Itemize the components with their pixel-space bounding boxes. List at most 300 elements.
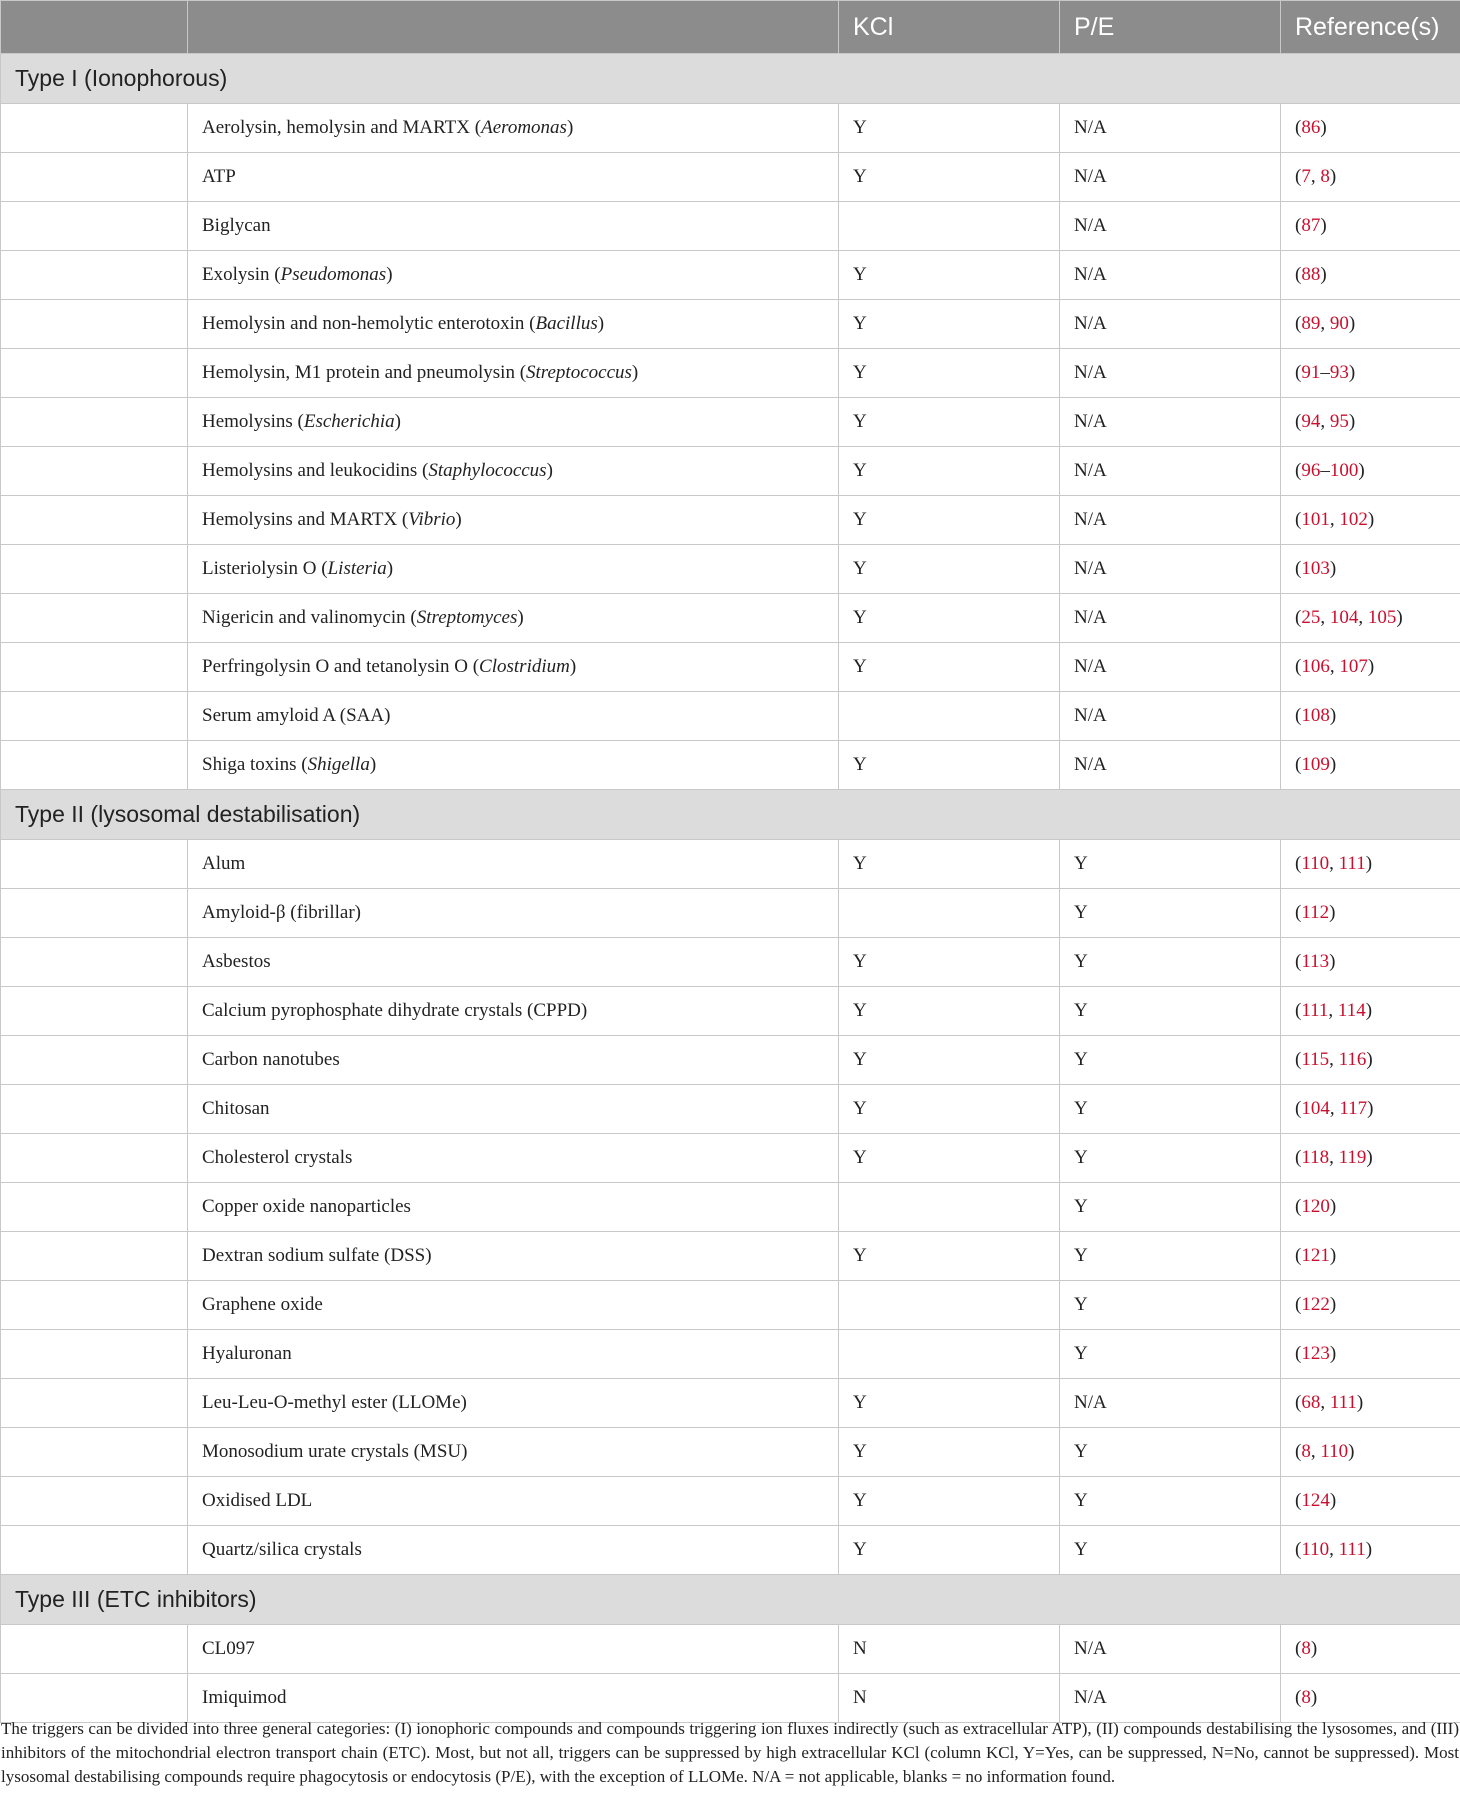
pe-cell: Y <box>1060 1183 1281 1232</box>
trigger-cell <box>188 1183 839 1232</box>
reference-link[interactable]: 122 <box>1301 1294 1330 1315</box>
pe-cell: Y <box>1060 1036 1281 1085</box>
indent-cell <box>1 202 188 251</box>
trigger-cell <box>188 1428 839 1477</box>
table-row <box>1 1477 1460 1526</box>
ref-separator: , <box>1310 166 1321 187</box>
trigger-text: ) <box>386 264 393 285</box>
table-row <box>1 692 1460 741</box>
header-blank-1 <box>1 1 188 54</box>
kcl-cell: Y <box>839 496 1060 545</box>
table-row <box>1 1232 1460 1281</box>
ref-open-paren: ( <box>1295 215 1302 236</box>
ref-separator: – <box>1320 362 1330 383</box>
table-body <box>1 54 1460 1723</box>
indent-cell <box>1 1526 188 1575</box>
references-cell <box>1281 889 1460 938</box>
ref-open-paren: ( <box>1295 1638 1302 1659</box>
ref-open-paren: ( <box>1295 1539 1302 1560</box>
ref-close-paren: ) <box>1367 509 1375 530</box>
ref-close-paren: ) <box>1329 558 1337 579</box>
table-row <box>1 643 1460 692</box>
trigger-text: ) <box>455 509 462 530</box>
trigger-text: Hemolysins and leukocidins ( <box>202 460 429 481</box>
reference-link[interactable]: 25 <box>1301 607 1321 628</box>
trigger-text: ATP <box>202 166 236 187</box>
reference-link[interactable]: 116 <box>1338 1049 1367 1070</box>
references-cell <box>1281 1625 1460 1674</box>
reference-link[interactable]: 111 <box>1338 1539 1366 1560</box>
table-row <box>1 1134 1460 1183</box>
ref-close-paren: ) <box>1329 705 1337 726</box>
indent-cell <box>1 938 188 987</box>
trigger-cell <box>188 741 839 790</box>
ref-close-paren: ) <box>1366 1049 1373 1070</box>
trigger-text: ) <box>597 313 605 334</box>
ref-open-paren: ( <box>1295 509 1302 530</box>
reference-link[interactable]: 105 <box>1367 607 1397 628</box>
table-row <box>1 202 1460 251</box>
ref-separator: , <box>1320 607 1330 628</box>
ref-close-paren: ) <box>1329 1245 1337 1266</box>
references-cell <box>1281 1085 1460 1134</box>
reference-link[interactable]: 119 <box>1338 1147 1367 1168</box>
ref-close-paren: ) <box>1329 166 1337 187</box>
trigger-text: ) <box>569 656 577 677</box>
ref-separator: – <box>1320 460 1330 481</box>
trigger-cell <box>188 987 839 1036</box>
reference-link[interactable]: 101 <box>1301 509 1330 530</box>
trigger-cell <box>188 1477 839 1526</box>
kcl-cell: Y <box>839 938 1060 987</box>
pe-cell: N/A <box>1060 1625 1281 1674</box>
pe-cell: Y <box>1060 840 1281 889</box>
table-row <box>1 447 1460 496</box>
references-cell <box>1281 447 1460 496</box>
indent-cell <box>1 741 188 790</box>
trigger-text: ) <box>631 362 639 383</box>
references-cell <box>1281 251 1460 300</box>
pe-cell: Y <box>1060 1330 1281 1379</box>
trigger-text: Shiga toxins ( <box>202 754 308 775</box>
reference-link[interactable]: 93 <box>1329 362 1349 383</box>
references-cell <box>1281 496 1460 545</box>
reference-link[interactable]: 94 <box>1301 411 1321 432</box>
pe-cell: N/A <box>1060 398 1281 447</box>
header-blank-2 <box>188 1 839 54</box>
ref-close-paren: ) <box>1365 853 1373 874</box>
kcl-cell <box>839 692 1060 741</box>
kcl-cell: Y <box>839 349 1060 398</box>
kcl-cell: Y <box>839 251 1060 300</box>
kcl-cell <box>839 1330 1060 1379</box>
trigger-cell <box>188 840 839 889</box>
kcl-cell: Y <box>839 300 1060 349</box>
organism-name: Clostridium <box>479 656 570 677</box>
trigger-text: Perfringolysin O and tetanolysin O ( <box>202 656 480 677</box>
trigger-text: ) <box>566 117 574 138</box>
reference-link[interactable]: 117 <box>1339 1098 1368 1119</box>
kcl-cell: Y <box>839 1428 1060 1477</box>
table-row <box>1 1428 1460 1477</box>
pe-cell: Y <box>1060 987 1281 1036</box>
ref-close-paren: ) <box>1358 460 1365 481</box>
reference-link[interactable]: 115 <box>1301 1049 1330 1070</box>
pe-cell: Y <box>1060 1428 1281 1477</box>
reference-link[interactable]: 109 <box>1301 754 1330 775</box>
header-pe: P/E <box>1060 1 1281 54</box>
trigger-cell <box>188 1379 839 1428</box>
table-row <box>1 840 1460 889</box>
organism-name: Listeria <box>327 558 387 579</box>
table-row <box>1 104 1460 153</box>
indent-cell <box>1 1428 188 1477</box>
reference-link[interactable]: 111 <box>1301 1000 1329 1021</box>
trigger-text: Imiquimod <box>202 1687 287 1708</box>
pe-cell: Y <box>1060 1134 1281 1183</box>
ref-open-paren: ( <box>1295 313 1302 334</box>
ref-close-paren: ) <box>1329 1294 1337 1315</box>
references-cell <box>1281 938 1460 987</box>
pe-cell: Y <box>1060 938 1281 987</box>
references-cell <box>1281 104 1460 153</box>
organism-name: Vibrio <box>408 509 456 530</box>
indent-cell <box>1 251 188 300</box>
reference-link[interactable]: 106 <box>1301 656 1330 677</box>
trigger-text: ) <box>394 411 401 432</box>
table-row <box>1 938 1460 987</box>
indent-cell <box>1 987 188 1036</box>
kcl-cell: Y <box>839 545 1060 594</box>
ref-open-paren: ( <box>1295 166 1302 187</box>
pe-cell: Y <box>1060 1477 1281 1526</box>
trigger-text: Biglycan <box>202 215 271 236</box>
ref-open-paren: ( <box>1295 411 1302 432</box>
ref-close-paren: ) <box>1367 1098 1374 1119</box>
references-cell <box>1281 398 1460 447</box>
ref-open-paren: ( <box>1295 951 1302 972</box>
pe-cell: N/A <box>1060 104 1281 153</box>
references-cell <box>1281 153 1460 202</box>
kcl-cell: Y <box>839 104 1060 153</box>
reference-link[interactable]: 103 <box>1301 558 1330 579</box>
trigger-text: Hemolysin, M1 protein and pneumolysin ( <box>202 362 527 383</box>
indent-cell <box>1 349 188 398</box>
trigger-cell <box>188 447 839 496</box>
ref-open-paren: ( <box>1295 754 1302 775</box>
indent-cell <box>1 1625 188 1674</box>
trigger-text: Quartz/silica crystals <box>202 1539 362 1560</box>
table-row <box>1 1183 1460 1232</box>
indent-cell <box>1 1134 188 1183</box>
organism-name: Staphylococcus <box>428 460 547 481</box>
indent-cell <box>1 1674 188 1723</box>
organism-name: Streptococcus <box>526 362 632 383</box>
reference-link[interactable]: 102 <box>1339 509 1368 530</box>
reference-link[interactable]: 121 <box>1301 1245 1330 1266</box>
ref-separator: , <box>1329 853 1339 874</box>
ref-open-paren: ( <box>1295 362 1302 383</box>
reference-link[interactable]: 107 <box>1339 656 1368 677</box>
indent-cell <box>1 840 188 889</box>
references-cell <box>1281 1036 1460 1085</box>
reference-link[interactable]: 113 <box>1301 951 1330 972</box>
trigger-cell <box>188 692 839 741</box>
reference-link[interactable]: 120 <box>1301 1196 1330 1217</box>
table-row <box>1 1036 1460 1085</box>
trigger-text: Leu-Leu-O-methyl ester (LLOMe) <box>202 1392 467 1413</box>
header-references: Reference(s) <box>1281 1 1460 54</box>
trigger-cell <box>188 545 839 594</box>
kcl-cell <box>839 1281 1060 1330</box>
reference-link[interactable]: 88 <box>1301 264 1321 285</box>
reference-link[interactable]: 110 <box>1301 853 1330 874</box>
ref-open-paren: ( <box>1295 264 1302 285</box>
table-row <box>1 741 1460 790</box>
reference-link[interactable]: 123 <box>1301 1343 1330 1364</box>
indent-cell <box>1 153 188 202</box>
references-cell <box>1281 840 1460 889</box>
reference-link[interactable]: 104 <box>1329 607 1359 628</box>
indent-cell <box>1 1085 188 1134</box>
trigger-cell <box>188 1281 839 1330</box>
ref-open-paren: ( <box>1295 1049 1302 1070</box>
ref-separator: , <box>1358 607 1368 628</box>
references-cell <box>1281 300 1460 349</box>
pe-cell: N/A <box>1060 692 1281 741</box>
ref-close-paren: ) <box>1366 1147 1373 1168</box>
reference-link[interactable]: 8 <box>1320 166 1330 187</box>
section-row <box>1 54 1460 104</box>
indent-cell <box>1 643 188 692</box>
ref-open-paren: ( <box>1295 607 1302 628</box>
ref-close-paren: ) <box>1329 902 1336 923</box>
table-row <box>1 545 1460 594</box>
trigger-text: Asbestos <box>202 951 271 972</box>
reference-link[interactable]: 89 <box>1301 313 1321 334</box>
trigger-cell <box>188 202 839 251</box>
organism-name: Bacillus <box>535 313 598 334</box>
trigger-text: Alum <box>202 853 246 874</box>
kcl-cell: Y <box>839 398 1060 447</box>
reference-link[interactable]: 124 <box>1301 1490 1330 1511</box>
organism-name: Escherichia <box>303 411 395 432</box>
reference-link[interactable]: 104 <box>1301 1098 1330 1119</box>
reference-link[interactable]: 68 <box>1301 1392 1321 1413</box>
kcl-cell: Y <box>839 1477 1060 1526</box>
reference-link[interactable]: 87 <box>1301 215 1321 236</box>
ref-close-paren: ) <box>1320 117 1327 138</box>
organism-name: Shigella <box>307 754 370 775</box>
kcl-cell: Y <box>839 447 1060 496</box>
references-cell <box>1281 1428 1460 1477</box>
table-caption: The triggers can be divided into three general categories: (I) ionophoric compounds and compounds triggering ion fluxes indirectly (such as extracellular ATP), (II) compounds destabilising the lysosomes, and (III) inhibitors of the mitochondrial electron transport chain (ETC). Most, but not all, triggers can be suppressed by high extracellular KCl (column KCl, Y=Yes, can be suppressed, N=No, cannot be suppressed). Most lysosomal destabilising compounds require phagocytosis or endocytosis (P/E), with the exception of LLOMe. N/A = not applicable, blanks = no information found. <box>1 1719 1459 1786</box>
reference-link[interactable]: 86 <box>1301 117 1321 138</box>
trigger-text: Calcium pyrophosphate dihydrate crystals (CPPD) <box>202 1000 588 1021</box>
ref-open-paren: ( <box>1295 1687 1302 1708</box>
kcl-cell: Y <box>839 741 1060 790</box>
trigger-text: Chitosan <box>202 1098 270 1119</box>
ref-close-paren: ) <box>1320 215 1327 236</box>
table-row <box>1 889 1460 938</box>
references-cell <box>1281 1232 1460 1281</box>
reference-link[interactable]: 8 <box>1301 1638 1311 1659</box>
pe-cell: Y <box>1060 1281 1281 1330</box>
ref-separator: , <box>1320 313 1330 334</box>
indent-cell <box>1 1330 188 1379</box>
trigger-cell <box>188 1085 839 1134</box>
kcl-cell: Y <box>839 643 1060 692</box>
indent-cell <box>1 1477 188 1526</box>
ref-close-paren: ) <box>1356 1392 1364 1413</box>
references-cell <box>1281 643 1460 692</box>
kcl-cell: Y <box>839 840 1060 889</box>
reference-link[interactable]: 100 <box>1329 460 1359 481</box>
pe-cell: N/A <box>1060 545 1281 594</box>
ref-close-paren: ) <box>1329 1343 1337 1364</box>
organism-name: Streptomyces <box>416 607 518 628</box>
section-row <box>1 1575 1460 1625</box>
pe-cell: N/A <box>1060 202 1281 251</box>
ref-open-paren: ( <box>1295 1392 1302 1413</box>
references-cell <box>1281 1526 1460 1575</box>
references-cell <box>1281 1379 1460 1428</box>
references-cell <box>1281 1134 1460 1183</box>
kcl-cell: Y <box>839 153 1060 202</box>
ref-close-paren: ) <box>1310 1638 1318 1659</box>
references-cell <box>1281 741 1460 790</box>
trigger-text: Oxidised LDL <box>202 1490 313 1511</box>
ref-separator: , <box>1320 411 1330 432</box>
trigger-text: Hemolysin and non-hemolytic enterotoxin ( <box>202 313 536 334</box>
trigger-cell <box>188 1134 839 1183</box>
ref-close-paren: ) <box>1348 411 1356 432</box>
ref-separator: , <box>1329 1147 1339 1168</box>
table-row <box>1 153 1460 202</box>
trigger-text: Cholesterol crystals <box>202 1147 353 1168</box>
indent-cell <box>1 594 188 643</box>
trigger-cell <box>188 300 839 349</box>
reference-link[interactable]: 108 <box>1301 705 1330 726</box>
kcl-cell: Y <box>839 1526 1060 1575</box>
pe-cell: N/A <box>1060 741 1281 790</box>
table-header <box>1 1 1460 54</box>
table-row <box>1 496 1460 545</box>
trigger-text: Copper oxide nanoparticles <box>202 1196 411 1217</box>
reference-link[interactable]: 90 <box>1329 313 1349 334</box>
reference-link[interactable]: 96 <box>1301 460 1321 481</box>
indent-cell <box>1 692 188 741</box>
indent-cell <box>1 447 188 496</box>
ref-close-paren: ) <box>1310 1687 1318 1708</box>
table-row <box>1 300 1460 349</box>
kcl-cell: Y <box>839 1036 1060 1085</box>
reference-link[interactable]: 112 <box>1301 902 1330 923</box>
ref-open-paren: ( <box>1295 656 1302 677</box>
reference-link[interactable]: 111 <box>1338 853 1366 874</box>
reference-link[interactable]: 8 <box>1301 1687 1311 1708</box>
header-kcl: KCl <box>839 1 1060 54</box>
table-row <box>1 1379 1460 1428</box>
header-row <box>1 1 1460 54</box>
references-cell <box>1281 1477 1460 1526</box>
pe-cell: Y <box>1060 889 1281 938</box>
ref-open-paren: ( <box>1295 1147 1302 1168</box>
pe-cell: N/A <box>1060 300 1281 349</box>
section-row <box>1 790 1460 840</box>
kcl-cell: Y <box>839 594 1060 643</box>
reference-link[interactable]: 111 <box>1329 1392 1357 1413</box>
trigger-text: ) <box>369 754 377 775</box>
reference-link[interactable]: 95 <box>1329 411 1349 432</box>
pe-cell: N/A <box>1060 349 1281 398</box>
trigger-cell <box>188 349 839 398</box>
ref-separator: , <box>1328 1000 1338 1021</box>
ref-separator: , <box>1329 1539 1339 1560</box>
trigger-cell <box>188 594 839 643</box>
reference-link[interactable]: 110 <box>1320 1441 1349 1462</box>
organism-name: Aeromonas <box>481 117 567 138</box>
table-row <box>1 1085 1460 1134</box>
trigger-cell <box>188 938 839 987</box>
ref-close-paren: ) <box>1348 1441 1355 1462</box>
trigger-text: Hemolysins ( <box>202 411 304 432</box>
ref-close-paren: ) <box>1396 607 1403 628</box>
references-cell <box>1281 594 1460 643</box>
references-cell <box>1281 545 1460 594</box>
indent-cell <box>1 398 188 447</box>
table-row <box>1 987 1460 1036</box>
reference-link[interactable]: 8 <box>1301 1441 1311 1462</box>
ref-close-paren: ) <box>1348 362 1356 383</box>
pe-cell: N/A <box>1060 153 1281 202</box>
trigger-cell <box>188 1625 839 1674</box>
indent-cell <box>1 1281 188 1330</box>
reference-link[interactable]: 7 <box>1301 166 1311 187</box>
indent-cell <box>1 1036 188 1085</box>
ref-open-paren: ( <box>1295 1098 1302 1119</box>
table-row <box>1 398 1460 447</box>
ref-open-paren: ( <box>1295 902 1302 923</box>
references-cell <box>1281 987 1460 1036</box>
ref-close-paren: ) <box>1329 951 1336 972</box>
reference-link[interactable]: 118 <box>1301 1147 1330 1168</box>
table-row <box>1 1281 1460 1330</box>
ref-close-paren: ) <box>1365 1000 1373 1021</box>
ref-separator: , <box>1329 509 1340 530</box>
trigger-text: Carbon nanotubes <box>202 1049 340 1070</box>
table-row <box>1 349 1460 398</box>
section-title: Type II (lysosomal destabilisation) <box>1 790 1460 840</box>
reference-link[interactable]: 114 <box>1337 1000 1366 1021</box>
pe-cell: Y <box>1060 1085 1281 1134</box>
references-cell <box>1281 1674 1460 1723</box>
pe-cell: N/A <box>1060 594 1281 643</box>
kcl-cell: Y <box>839 987 1060 1036</box>
trigger-text: Monosodium urate crystals (MSU) <box>202 1441 468 1462</box>
references-cell <box>1281 1281 1460 1330</box>
trigger-cell <box>188 104 839 153</box>
organism-name: Pseudomonas <box>280 264 387 285</box>
trigger-cell <box>188 153 839 202</box>
trigger-text: Dextran sodium sulfate (DSS) <box>202 1245 432 1266</box>
reference-link[interactable]: 110 <box>1301 1539 1330 1560</box>
ref-close-paren: ) <box>1329 1196 1337 1217</box>
trigger-text: Amyloid-β (fibrillar) <box>202 902 361 923</box>
reference-link[interactable]: 91 <box>1301 362 1321 383</box>
kcl-cell: N <box>839 1674 1060 1723</box>
kcl-cell: Y <box>839 1379 1060 1428</box>
